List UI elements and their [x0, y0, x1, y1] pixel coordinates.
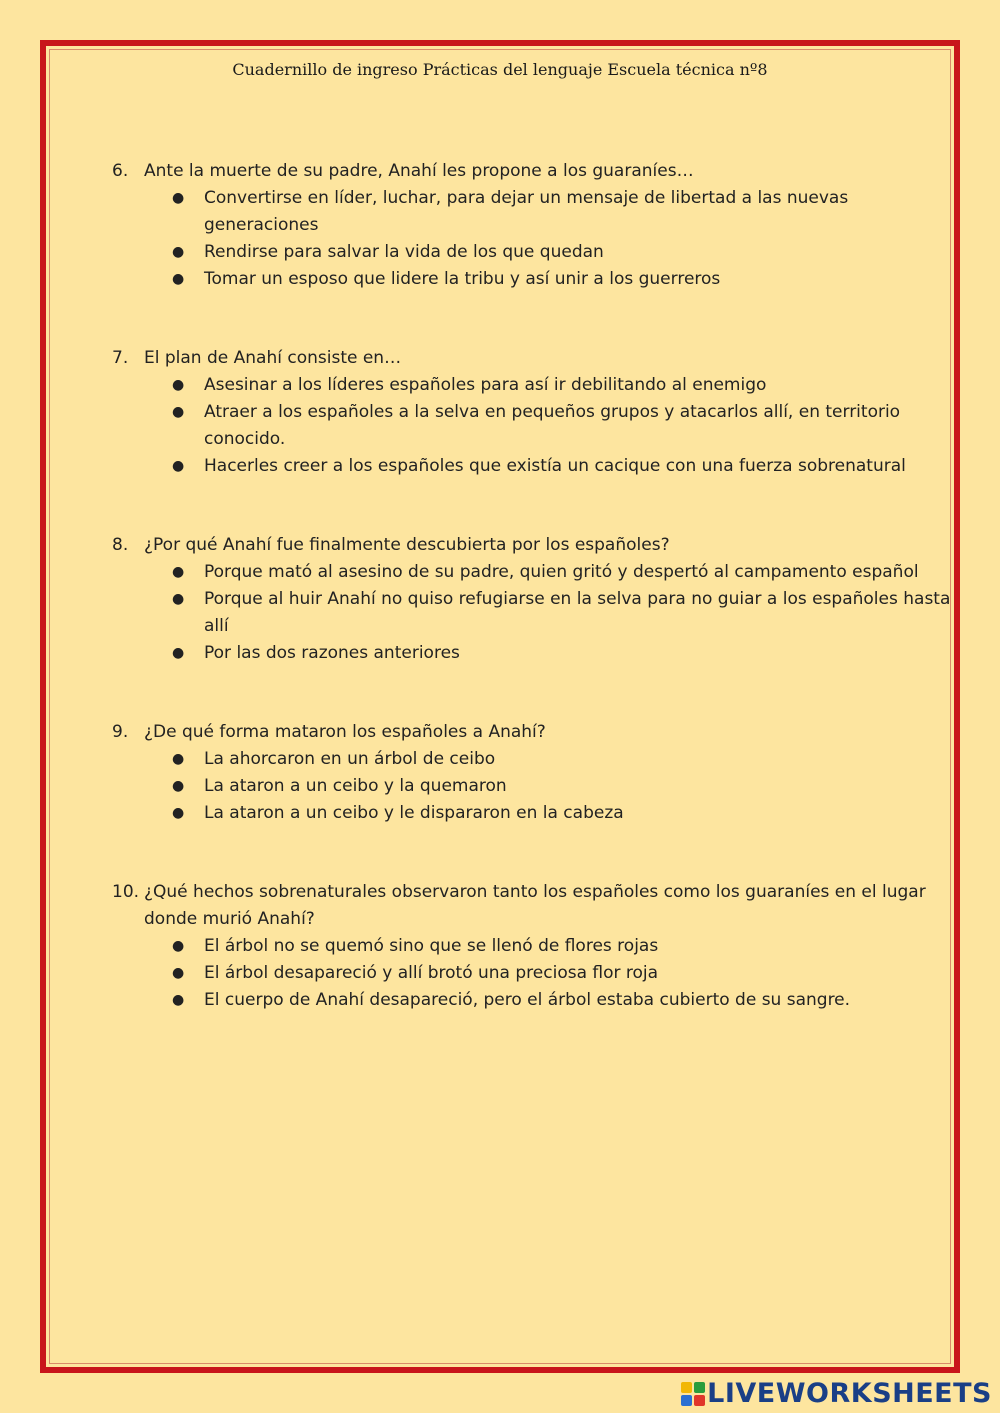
question-text: Ante la muerte de su padre, Anahí les propone a los guaraníes…	[144, 161, 694, 181]
option-text: Atraer a los españoles a la selva en pequeños grupos y atacarlos allí, en territorio conocido.	[204, 402, 901, 449]
answer-option[interactable]	[172, 399, 952, 453]
question-text: ¿De qué forma mataron los españoles a Anahí?	[144, 722, 546, 742]
answer-option[interactable]	[172, 239, 952, 266]
question-list	[112, 158, 952, 1066]
answer-option[interactable]	[172, 800, 952, 827]
question-block	[112, 532, 952, 667]
option-text: Tomar un esposo que lidere la tribu y así unir a los guerreros	[204, 269, 721, 289]
logo-icon	[681, 1382, 705, 1406]
answer-option[interactable]	[172, 453, 952, 480]
option-text: El cuerpo de Anahí desapareció, pero el árbol estaba cubierto de su sangre.	[204, 990, 851, 1010]
bullet-icon: ●	[172, 645, 185, 661]
liveworksheets-logo	[681, 1378, 992, 1409]
answer-option[interactable]	[172, 586, 952, 640]
question-block	[112, 879, 952, 1014]
option-text: La ataron a un ceibo y la quemaron	[204, 776, 507, 796]
answer-option[interactable]	[172, 372, 952, 399]
answer-option[interactable]	[172, 987, 952, 1014]
question-row	[112, 879, 952, 933]
question-block	[112, 345, 952, 480]
bullet-icon: ●	[172, 244, 185, 260]
question-row	[112, 345, 952, 372]
option-list	[112, 933, 952, 1014]
logo-square	[681, 1395, 692, 1406]
question-row	[112, 532, 952, 559]
answer-option[interactable]	[172, 559, 952, 586]
question-number: 6.	[112, 161, 129, 181]
option-text: Por las dos razones anteriores	[204, 643, 460, 663]
logo-square	[681, 1382, 692, 1393]
logo-square	[694, 1395, 705, 1406]
option-text: Porque mató al asesino de su padre, quien gritó y despertó al campamento español	[204, 562, 919, 582]
option-text: El árbol no se quemó sino que se llenó de flores rojas	[204, 936, 659, 956]
option-text: Hacerles creer a los españoles que existía un cacique con una fuerza sobrenatural	[204, 456, 906, 476]
question-number: 8.	[112, 535, 129, 555]
logo-square	[694, 1382, 705, 1393]
answer-option[interactable]	[172, 960, 952, 987]
answer-option[interactable]	[172, 266, 952, 293]
option-text: Convertirse en líder, luchar, para dejar un mensaje de libertad a las nuevas generaciones	[204, 188, 849, 235]
option-list	[112, 559, 952, 667]
bullet-icon: ●	[172, 805, 185, 821]
bullet-icon: ●	[172, 938, 185, 954]
page-header: Cuadernillo de ingreso Prácticas del lenguaje Escuela técnica nº8	[232, 60, 768, 79]
bullet-icon: ●	[172, 965, 185, 981]
option-text: Asesinar a los líderes españoles para así ir debilitando al enemigo	[204, 375, 767, 395]
option-list	[112, 372, 952, 480]
bullet-icon: ●	[172, 271, 185, 287]
bullet-icon: ●	[172, 992, 185, 1008]
bullet-icon: ●	[172, 190, 185, 206]
question-number: 7.	[112, 348, 129, 368]
answer-option[interactable]	[172, 773, 952, 800]
option-list	[112, 746, 952, 827]
option-list	[112, 185, 952, 293]
answer-option[interactable]	[172, 640, 952, 667]
bullet-icon: ●	[172, 591, 185, 607]
bullet-icon: ●	[172, 564, 185, 580]
option-text: La ataron a un ceibo y le dispararon en la cabeza	[204, 803, 624, 823]
question-text: ¿Qué hechos sobrenaturales observaron tanto los españoles como los guaraníes en el lugar donde murió Anahí?	[144, 882, 926, 929]
option-text: Porque al huir Anahí no quiso refugiarse en la selva para no guiar a los españoles hasta allí	[204, 589, 951, 636]
question-row	[112, 158, 952, 185]
question-text: El plan de Anahí consiste en…	[144, 348, 402, 368]
answer-option[interactable]	[172, 933, 952, 960]
option-text: La ahorcaron en un árbol de ceibo	[204, 749, 496, 769]
bullet-icon: ●	[172, 377, 185, 393]
bullet-icon: ●	[172, 458, 185, 474]
option-text: El árbol desapareció y allí brotó una preciosa flor roja	[204, 963, 659, 983]
option-text: Rendirse para salvar la vida de los que quedan	[204, 242, 604, 262]
question-number: 10.	[112, 882, 140, 902]
question-text: ¿Por qué Anahí fue finalmente descubierta por los españoles?	[144, 535, 670, 555]
question-number: 9.	[112, 722, 129, 742]
question-row	[112, 719, 952, 746]
answer-option[interactable]	[172, 746, 952, 773]
bullet-icon: ●	[172, 751, 185, 767]
question-block	[112, 719, 952, 827]
question-block	[112, 158, 952, 293]
logo-text: LIVEWORKSHEETS	[707, 1378, 992, 1409]
bullet-icon: ●	[172, 778, 185, 794]
answer-option[interactable]	[172, 185, 952, 239]
bullet-icon: ●	[172, 404, 185, 420]
